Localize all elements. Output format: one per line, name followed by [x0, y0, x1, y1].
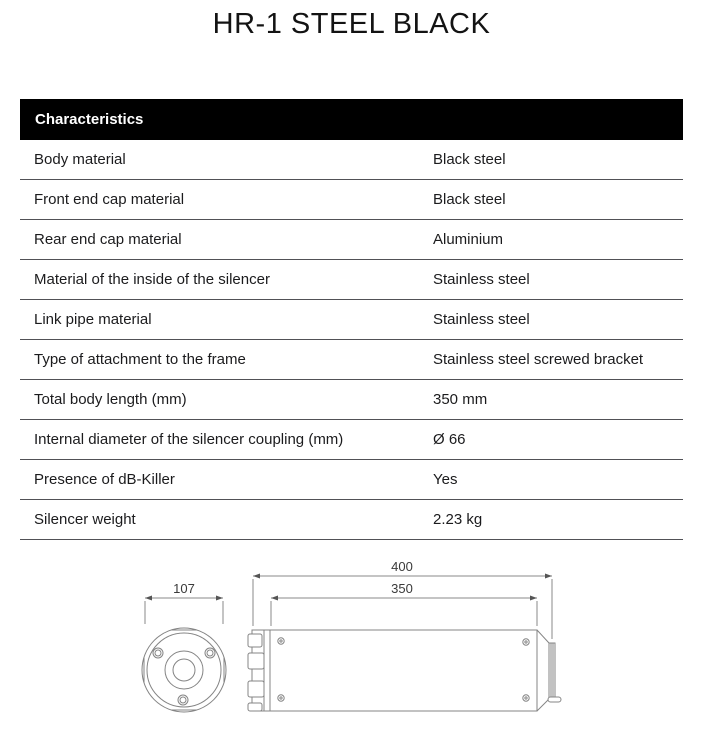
rivets: [278, 638, 529, 701]
table-row: [20, 380, 683, 420]
row-label: Rear end cap material: [34, 231, 182, 248]
table-header-label: Characteristics: [35, 111, 144, 128]
table-row: [20, 340, 683, 380]
table-row: [20, 260, 683, 300]
row-value: Aluminium: [433, 231, 504, 248]
table-row: [20, 180, 683, 220]
page-title: HR-1 STEEL BLACK: [212, 8, 491, 40]
dimension-overall-length: [253, 559, 552, 639]
table-row: [20, 460, 683, 500]
row-value: Black steel: [433, 191, 506, 208]
outlet-tip: [548, 697, 561, 702]
row-label: Material of the inside of the silencer: [34, 271, 270, 288]
row-value: 350 mm: [433, 391, 488, 408]
dimension-overall-length-label: 400: [391, 559, 413, 574]
row-label: Body material: [34, 151, 126, 168]
characteristics-table: [20, 99, 683, 540]
row-label: Type of attachment to the frame: [34, 351, 246, 368]
row-label: Internal diameter of the silencer coupling (mm): [34, 431, 344, 448]
silencer-front-view: [142, 628, 226, 712]
table-row: [20, 220, 683, 260]
clamp-block: [248, 634, 262, 647]
row-value: 2.23 kg: [433, 511, 483, 528]
row-value: Stainless steel: [433, 311, 530, 328]
dimension-body-length-label: 350: [391, 581, 413, 596]
clamp-block: [248, 653, 264, 669]
clamp-block: [248, 703, 262, 711]
row-value: Stainless steel screwed bracket: [433, 351, 644, 368]
table-row: [20, 420, 683, 460]
silencer-side-view: [248, 630, 561, 711]
row-value: Black steel: [433, 151, 506, 168]
clamp-block: [248, 681, 264, 697]
row-label: Link pipe material: [34, 311, 152, 328]
dimension-diameter: [145, 581, 223, 624]
row-label: Total body length (mm): [34, 391, 187, 408]
table-row: [20, 300, 683, 340]
table-row: [20, 500, 683, 540]
table-row: [20, 140, 683, 180]
row-value: Stainless steel: [433, 271, 530, 288]
row-label: Presence of dB-Killer: [34, 471, 175, 488]
row-label: Front end cap material: [34, 191, 185, 208]
row-label: Silencer weight: [34, 511, 136, 528]
row-value: Ø 66: [433, 431, 466, 448]
technical-drawing: [0, 545, 703, 735]
table-header: [20, 99, 683, 140]
row-value: Yes: [433, 471, 458, 488]
dimension-diameter-label: 107: [173, 581, 195, 596]
dimension-body-length: [271, 581, 537, 626]
